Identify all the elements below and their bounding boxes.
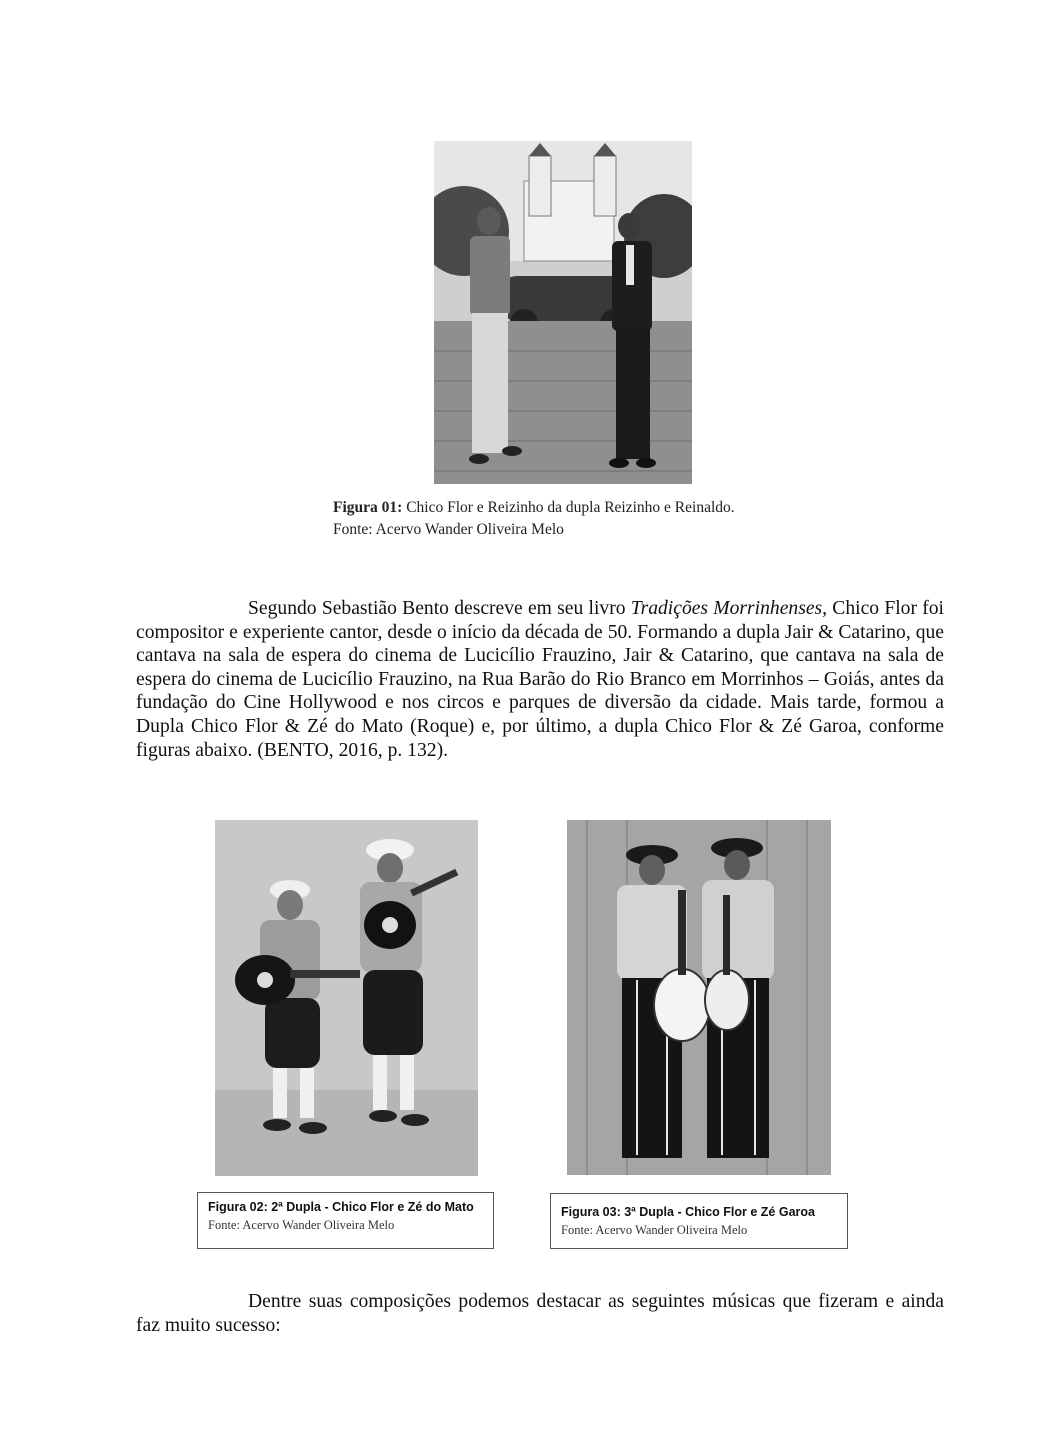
book-title: Tradições Morrinhenses, [630, 598, 828, 619]
figure1-caption [333, 497, 735, 541]
paragraph1-lead: Segundo Sebastião Bento descreve em seu livro [248, 598, 631, 619]
body-paragraph-1 [136, 597, 944, 762]
figure3-caption-box [550, 1193, 848, 1249]
figure2-caption-box [197, 1192, 494, 1249]
figure3-photo [567, 820, 831, 1175]
figure2-title: Figura 02: 2ª Dupla - Chico Flor e Zé do Mato [208, 1200, 474, 1214]
figure3-source: Fonte: Acervo Wander Oliveira Melo [561, 1223, 748, 1237]
figure2-source: Fonte: Acervo Wander Oliveira Melo [208, 1218, 395, 1232]
figure3-title: Figura 03: 3ª Dupla - Chico Flor e Zé Garoa [561, 1205, 815, 1219]
body-paragraph-2: Dentre suas composições podemos destacar as seguintes músicas que fizeram e ainda faz muito sucesso: [136, 1291, 944, 1336]
figure1-label: Figura 01: [333, 499, 403, 516]
paragraph1-text: Chico Flor foi compositor e experiente cantor, desde o início da década de 50. Formando a dupla Jair & Catarino, que cantava na sala de espera do cinema de Lucicílio Frauzino, Jair & Catarino, que cantava na sala de espera do cinema de Lucicílio Frauzino, na Rua Barão do Rio Branco em Morrinhos – Goiás, antes da fundação do Cine Hollywood e nos circos e parques de diversão da cidade. Mais tarde, formou a Dupla Chico Flor & Zé do Mato (Roque) e, por último, a dupla Chico Flor & Zé Garoa, conforme figuras abaixo. (BENTO, 2016, p. 132). [136, 598, 945, 761]
figure1-photo [434, 141, 692, 484]
figure2-photo [215, 820, 478, 1176]
figure1-source: Fonte: Acervo Wander Oliveira Melo [333, 521, 564, 538]
figure1-caption-text: Chico Flor e Reizinho da dupla Reizinho e Reinaldo. [406, 499, 735, 516]
